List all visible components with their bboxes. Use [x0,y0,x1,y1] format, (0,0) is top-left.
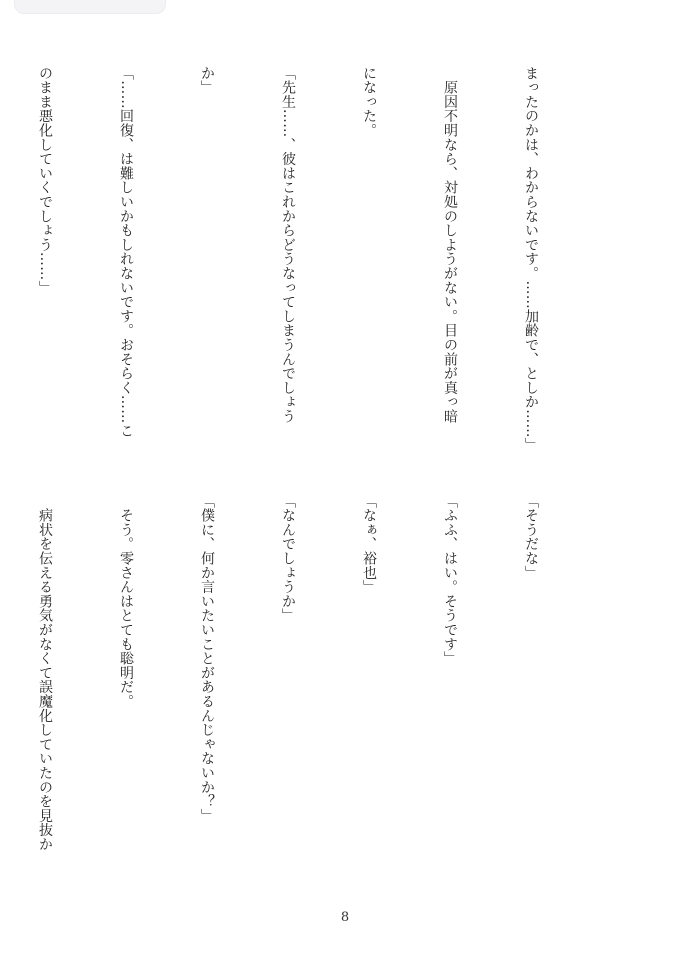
text-line: そう。零さんはとても聡明だ。 [118,494,134,709]
text-line: 病状を伝える勇気がなくて誤魔化していたのを見抜か [37,494,53,852]
text-line: 「ふふ、はい。そうです」 [442,494,458,666]
text-line: まったのかは、わからないです。……加齢で、としか……」 [523,66,539,453]
top-tab [14,0,166,14]
text-line: 原因不明なら、対処のしようがない。目の前が真っ暗 [442,66,458,424]
text-block-top [0,66,598,466]
text-line: 「なぁ、裕也」 [361,494,377,595]
text-line: か」 [199,66,215,95]
text-line: 「そうだな」 [523,494,539,580]
text-line: 「先生……、彼はこれからどうなってしまうんでしょう [280,66,296,424]
text-line: 「僕に、何か言いたいことがあるんじゃないか？」 [199,494,215,823]
text-block-bottom [0,494,598,894]
text-line: になった。 [361,66,377,138]
page-number: 8 [340,910,350,925]
text-line: 「なんでしょうか」 [280,494,296,623]
text-line: 「……回復、は難しいかもしれないです。おそらく……こ [118,66,134,438]
text-line: のまま悪化していくでしょう……」 [37,66,53,295]
